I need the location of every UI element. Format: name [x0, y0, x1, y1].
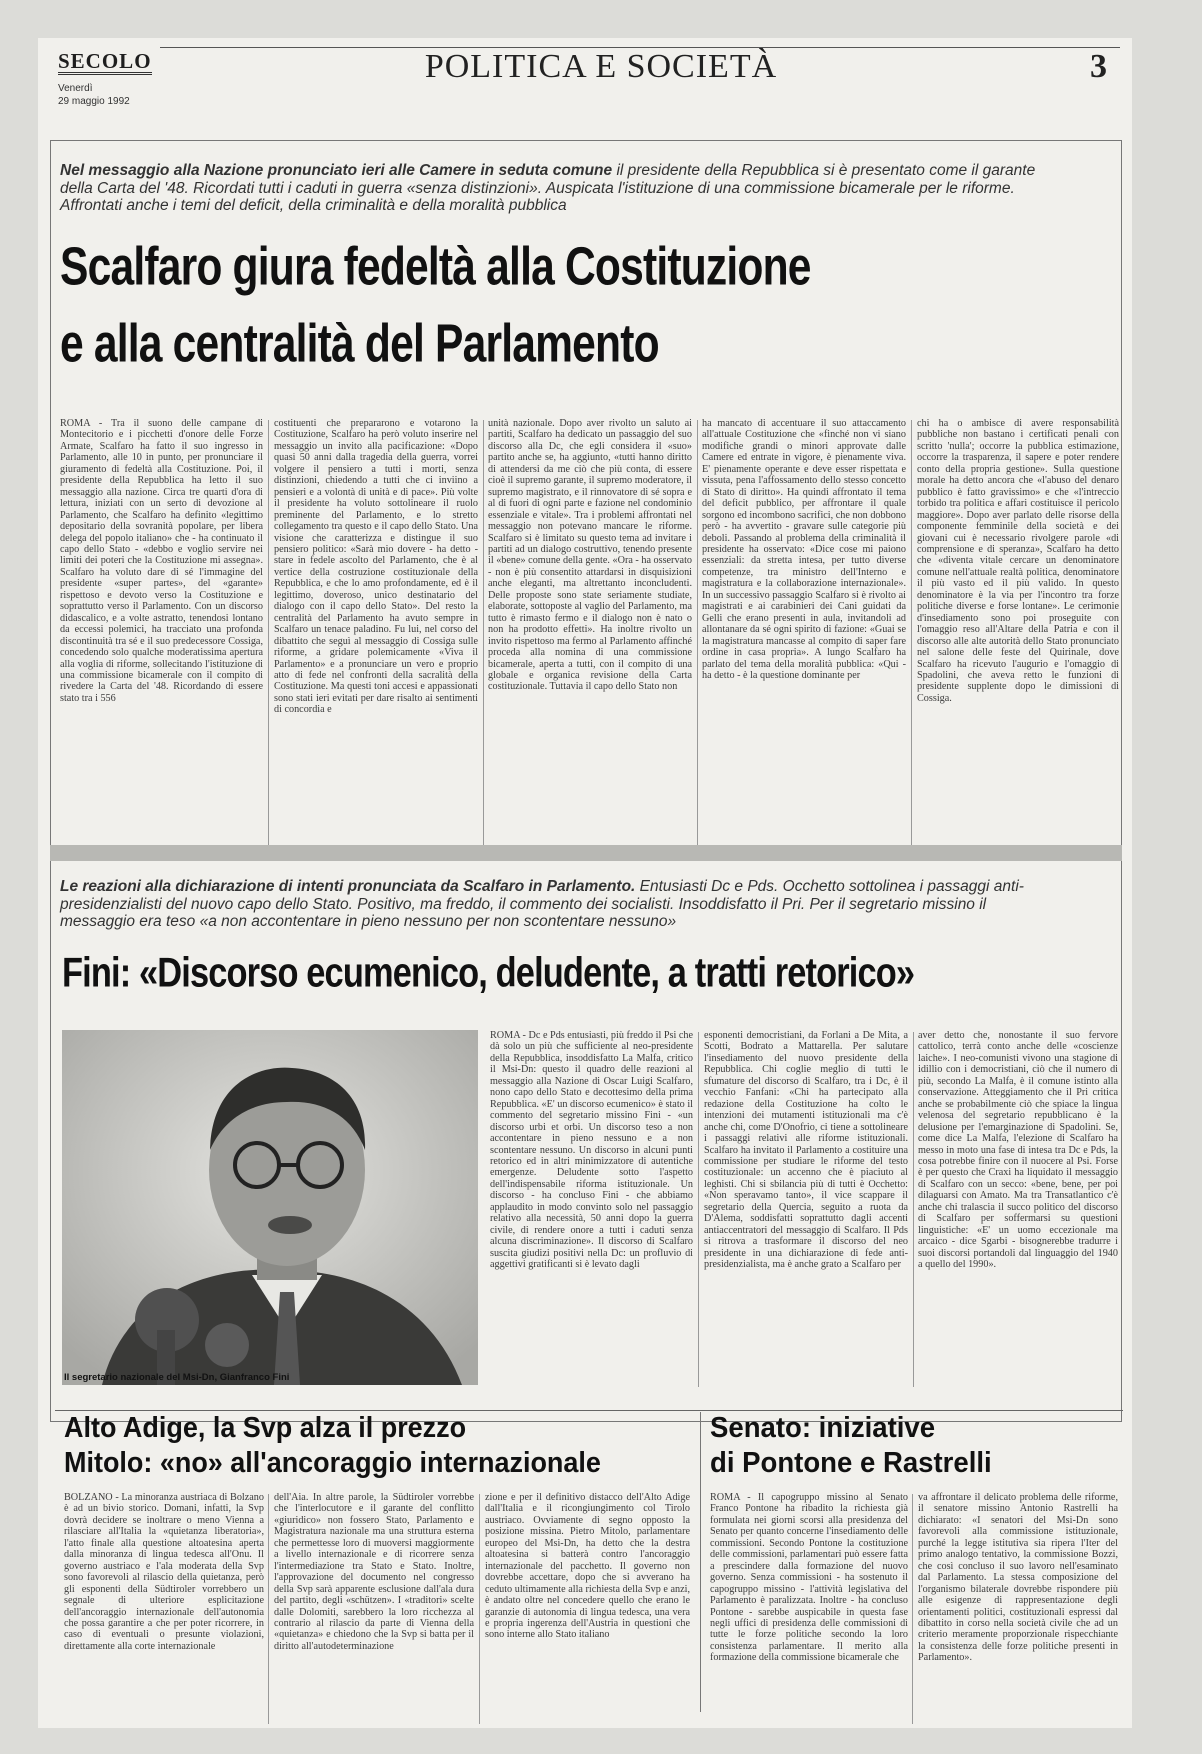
column-divider — [911, 420, 912, 860]
article1-lead — [60, 162, 1065, 215]
article3-column-2: dell'Aia. In altre parole, la Südtiroler vorrebbe che l'interlocutore e il garante del conflitto «giuridico» non fossero Stato, Parlamento e Magistratura nazionale ma una struttura esterna che permettesse loro di muoversi maggiormente a livello internazionale e di ricorrere senza l'intermediazione tra Stato e Stato. Inoltre, l'approvazione del documento nel congresso della Svp sarà apparente esclusione dall'ala dura del partito, degli «schützen». I «traditori» scelte dalle Dolomiti, sarebbero la loro ricchezza al contrario al rilascio da parte di Vienna della «quietanza» e chiedono che la Svp si batta per il diritto all'autodeterminazione — [274, 1492, 474, 1652]
portrait-illustration — [62, 1030, 478, 1385]
article2-headline: Fini: «Discorso ecumenico, deludente, a tratti retorico» — [62, 949, 915, 997]
article1-column-2: costituenti che prepararono e votarono la Costituzione, Scalfaro ha però voluto inserire nel messaggio un invito alla pacificazione: «Dopo quasi 50 anni dalla tragedia della guerra, vorrei volgere il pensiero a tutti i morti, senza distinzioni, chiedendo a tutti che ci inviino a pensieri e a volontà di unità e di pace». Più volte il presidente ha voluto sottolineare il ruolo preminente del Parlamento, e lo stretto collegamento tra questo e il capo dello Stato. Una visione che caratterizza e distingue il suo pensiero politico: «Sarà mio dovere - ha detto - stare in fedele ascolto del Parlamento, che è al vertice della costruzione costituzionale della Repubblica, e che lo amo profondamente, ed è il legittimo, doveroso, unico destinatario del dialogo con il capo dello Stato». Del resto la centralità del Parlamento ha avuto sempre in Scalfaro un tenace paladino. Fu lui, nel corso del dibattito che seguì al messaggio di Cossiga sulle riforme, a gridare polemicamente «Viva il Parlamento» e a pronunciare un vero e proprio atto di fede nel confronti della sacralità della Costituzione. Ma questi toni accesi e appassionati sono stati ieri evitati per dare risalto ai sentimenti di concordia e — [274, 418, 478, 716]
column-divider — [479, 1494, 480, 1724]
article1-lead-text: il presidente della Repubblica si è presentato come il garante della Carta del '48. Ricordati tutti i caduti in guerra «senza distinzioni». Auspicata l'istituzione di una commissione bicamerale per le riforme. Affrontati anche i temi del deficit, della criminalità e della moralità pubblica — [60, 162, 1036, 214]
article-divider — [700, 1412, 701, 1712]
column-divider — [697, 420, 698, 860]
section-separator-band — [50, 845, 1122, 861]
fini-portrait-photo — [62, 1030, 478, 1385]
article1-lead-bold: Nel messaggio alla Nazione pronunciato ieri alle Camere in seduta comune — [60, 162, 613, 179]
article4-headline-line2: di Pontone e Rastrelli — [710, 1447, 992, 1479]
article1-headline-line2: e alla centralità del Parlamento — [60, 313, 659, 374]
issue-day: Venerdì — [58, 83, 93, 94]
article1-headline-line1: Scalfaro giura fedeltà alla Costituzione — [60, 236, 811, 297]
article3-column-1: BOLZANO - La minoranza austriaca di Bolzano è ad un bivio storico. Domani, infatti, la Svp dovrà decidere se inoltrare o meno Vienna a rilasciare all'Italia la «quietanza liberatoria», l'atto finale alla questione altoatesina aperta dalla minoranza di lingua tedesca all'Onu. Il governo austriaco e l'ala moderata della Svp sono favorevoli al rilascio della quietanza, però gli esponenti della Südtiroler vorrebbero un segnale di ulteriore esplicitazione dell'ancoraggio internazionale dell'autonomia che possa garantire a che per poter ricorrere, in caso di eventuali o presunte violazioni, direttamente alla corte internazionale — [64, 1492, 264, 1652]
article1-column-3: unità nazionale. Dopo aver rivolto un saluto ai partiti, Scalfaro ha dedicato un passaggio del suo discorso alla Dc, che egli considera il «suo» partito anche se, ha aggiunto, «tutti hanno diritto di attendersi da me ciò che più conta, di essere cioè il supremo garante, il supremo moderatore, il supremo magistrato, e il rinnovatore di sé sopra e al di fuori di ogni parte e fazione nel condominio essenziale e vitale». Tra i problemi affrontati nel messaggio non potevano mancare le riforme. Scalfaro si è limitato su questo tema ad invitare i partiti ad un dialogo costruttivo, tenendo presente il «bene» comune della gente. «Ora - ha osservato - non è più consentito attardarsi in disquisizioni anche eleganti, ma altrettanto inconcludenti. Delle proposte sono state seriamente studiate, elaborate, sottoposte al vaglio del Parlamento, ma tutto è rimasto fermo e il dialogo non è nato o non ha prodotto effetti». Ha inoltre rivolto un invito rispettoso ma fermo al Parlamento affinché proceda alla nomina di una commissione bicamerale, aperta a tutti, con il compito di una globale e organica revisione della Carta costituzionale. Tuttavia il capo dello Stato non — [488, 418, 692, 693]
article2-lead — [60, 878, 1065, 931]
article1-column-5: chi ha o ambisce di avere responsabilità pubbliche non bastano i certificati penali con scritto 'nulla'; occorre la pubblica estimazione, occorre la trasparenza, il sapere e poter rendere conto della propria gestione». Sulla questione morale ha detto ancora che «l'abuso del denaro pubblico è fatto gravissimo» e che «l'intreccio torbido tra politica e affari costituisce il pericolo maggiore». Dopo aver parlato delle risorse della componente femminile della società e dei giovani cui è necessario rivolgere parole «di comprensione e di speranza», Scalfaro ha detto che «diventa vitale cercare un denominatore comune nell'attuale realtà politica, denominatore il più vasto ed il più valido. In questo denominatore è la via per l'incontro tra forze politiche diverse e forse lontane». Le cerimonie d'insediamento sono poi proseguite con l'omaggio reso all'Altare della Patria e con il discorso alle alte autorità dello Stato pronunciato nel salone delle feste del Quirinale, dove Scalfaro ha ricevuto l'augurio e l'omaggio di Spadolini, che aveva retto le funzioni di presidente supplente dopo le dimissioni di Cossiga. — [917, 418, 1119, 704]
column-divider — [268, 1494, 269, 1724]
article4-headline-line1: Senato: iniziative — [710, 1412, 936, 1444]
column-divider — [913, 1032, 914, 1387]
page-number: 3 — [1090, 48, 1107, 85]
lower-section-rule — [55, 1410, 1123, 1411]
article3-headline-line1: Alto Adige, la Svp alza il prezzo — [64, 1412, 467, 1444]
section-title: POLITICA E SOCIETÀ — [424, 48, 778, 85]
article2-column-3: aver detto che, nonostante il suo fervore cattolico, terrà conto anche delle «coscienze laiche». I neo-comunisti vivono una stagione di idillio con i democristiani, ciò che il numero di più, secondo La Malfa, è il comune istinto alla conservazione. Atteggiamento che il Pri critica anche se probabilmente ciò che spiace la lingua velenosa del segretario repubblicano è la delusione per l'emarginazione di Spadolini. Se, come dice La Malfa, l'elezione di Scalfaro ha messo in moto una fase di intesa tra Dc e Pds, la cosa potrebbe finire con il nuocere al Psi. Forse è per questo che Craxi ha liquidato il messaggio di Scalfaro con un secco: «bene, bene, per poi dilaguarsi con Amato. Ma tra Transatlantico c'è anche chi tralascia il succo politico del discorso di Scalfaro per soffermarsi su questioni linguistiche: «E' un uomo eccezionale ma arcaico - dice Sgarbi - bisognerebbe tradurre i suoi discorsi portandoli dal linguaggio del 1940 a quello del 1990». — [918, 1030, 1118, 1271]
article4-column-1: ROMA - Il capogruppo missino al Senato Franco Pontone ha ribadito la richiesta già formulata nei giorni scorsi alla presidenza del Senato per quanto concerne l'insediamento delle commissioni. Secondo Pontone la costituzione delle commissioni, parlamentari può essere fatta a prescindere dalla formazione del nuovo governo. Senza commissioni - ha sostenuto il capogruppo missino - l'attività legislativa del Parlamento è paralizzata. Inoltre - ha concluso Pontone - sarebbe auspicabile in questa fase negli uffici di presidenza delle commissioni di tutte le forze politiche secondo la loro consistenza parlamentare. Il merito alla formazione della commissione bicamerale che — [710, 1492, 908, 1664]
column-divider — [912, 1494, 913, 1724]
article4-column-2: va affrontare il delicato problema delle riforme, il senatore missino Antonio Rastrelli ha dichiarato: «I senatori del Msi-Dn sono favorevoli alla commissione istituzionale, purché la legge istitutiva sia ripera l'Iter del primo analogo tentativo, la commissione Bozzi, che così concluso il suo lavoro nell'esaminato dal Parlamento. La stessa composizione del l'organismo bilaterale dovrebbe rispondere più alle esigenze di rappresentazione degli orientamenti politici, costituzionali espressi dal dibattito in corso nella società civile che ad un criterio meramente proporzionale rispecchiante la consistenza delle forze politiche presenti in Parlamento». — [918, 1492, 1118, 1664]
article1-column-1: ROMA - Tra il suono delle campane di Montecitorio e i picchetti d'onore delle Forze Armate, Scalfaro ha fatto il suo ingresso in Parlamento, alle 10 in punto, per pronunciare il giuramento di fedeltà alla Costituzione. Poi, il presidente della Repubblica ha letto il suo messaggio alla nazione. Circa tre quarti d'ora di lettura, iniziati con un serto di devozione al Parlamento, che Scalfaro ha definito «legittimo depositario della sovranità popolare, per libera delega del popolo italiano» che - ha continuato il capo dello Stato - «debbo e voglio servire nei limiti dei poteri che la Costituzione mi assegna». Scalfaro ha voluto dare di sé l'immagine del presidente «super partes», del «garante» rispettoso e devoto verso la Costituzione e soprattutto verso il Parlamento. Con un discorso didascalico, e a volte astratto, tenendosi lontano da eccessi polemici, ha tracciato una profonda discontinuità tra sé e il suo predecessore Cossiga, concedendo solo qualche moderatissima apertura alla voglia di riforme, sollecitando l'istituzione di una commissione bicamerale con il compito di rivedere la Carta del '48. Ricordando di essere stato tra i 556 — [60, 418, 263, 704]
issue-full-date: 29 maggio 1992 — [58, 96, 130, 107]
column-divider — [698, 1032, 699, 1387]
article3-column-3: zione e per il definitivo distacco dell'Alto Adige dall'Italia e il ricongiungimento col Tirolo austriaco. Ovviamente di segno opposto la posizione missina. Pietro Mitolo, parlamentare europeo del Msi-Dn, ha detto che la destra altoatesina si batterà contro l'ancoraggio internazionale del pacchetto. Il governo non dovrebbe accettare, dopo che si avverano ha ceduto ultimamente alla richiesta della Svp e anzi, è andato oltre nel concedere quello che erano le garanzie di autonomia di lingua tedesca, una vera e propria ingerenza dell'Austria in questioni che sono interne allo Stato italiano — [485, 1492, 690, 1641]
article2-lead-bold: Le reazioni alla dichiarazione di intenti pronunciata da Scalfaro in Parlamento. — [60, 878, 636, 895]
column-divider — [268, 420, 269, 860]
article2-lead-text: Entusiasti Dc e Pds. Occhetto sottolinea i passaggi anti-presidenzialisti del nuovo capo dello Stato. Positivo, ma freddo, il commento dei socialisti. Insoddisfatto il Pri. Per il segretario missino il messaggio era teso «a non accontentare in pieno nessuno per non scontentare nessuno» — [60, 878, 1024, 930]
article3-headline-line2: Mitolo: «no» all'ancoraggio internazionale — [64, 1447, 601, 1479]
article2-column-1: ROMA - Dc e Pds entusiasti, più freddo il Psi che dà solo un più che sufficiente al neo-presidente della Repubblica, insoddisfatto La Malfa, critico il Msi-Dn: questo il quadro delle reazioni al messaggio alla Nazione di Oscar Luigi Scalfaro, nono capo dello Stato e decottesimo della prima Repubblica. «E' un discorso ecumenico» è stato il commento del segretario missino Fini - «un discorso urbi et orbi. Un discorso teso a non accontentare in pieno nessuno e a non scontentare nessuno. Un discorso in alcuni punti retorico ed in altri minimizzatore di autentiche emergenze. Deludente sotto l'aspetto dell'indispensabile riforma istituzionale. Un discorso - ha concluso Fini - che abbiamo applaudito in modo convinto solo nel passaggio relativo alla necessità, 50 anni dopo la guerra civile, di rendere onore a tutti i caduti senza alcuna discriminazione». Il discorso di Scalfaro suscita giudizi positivi nella Dc: un profluvio di aggettivi gratificanti si è levato dagli — [490, 1030, 693, 1271]
column-divider — [483, 420, 484, 860]
photo-caption: Il segretario nazionale del Msi-Dn, Gianfranco Fini — [64, 1372, 290, 1383]
newspaper-logo: SECOLO — [58, 49, 152, 73]
article2-column-2: esponenti democristiani, da Forlani a De Mita, a Scotti, Bodrato a Mattarella. Per salutare l'insediamento del nuovo presidente della Repubblica. Chi coglie meglio di tutti le sfumature del discorso di Scalfaro, tra i Dc, è il vecchio Fanfani: «Chi ha partecipato alla redazione della Costituzione ha colto le intenzioni dei mutamenti istituzionali ma c'è anche chi, come D'Onofrio, ci tiene a sottolineare i passaggi relativi alle riforme istituzionali. Scalfaro ha invitato il Parlamento a costituire una commissione per studiare le riforme del testo costituzionale: un accenno che è piaciuto al leghisti. Chi si sbilancia più di tutti è Occhetto: «Non speravamo tanto», il vice scappare il segretario della Quercia, seguito a ruota da D'Alema, soddisfatti soprattutto dagli accenti antiaccentratori del messaggio di Scalfaro. Il Pds si ritrova a trasformare il discorso del neo presidente in una dichiarazione di fede anti-presidenzialista, ma è anche grato a Scalfaro per — [704, 1030, 908, 1271]
masthead-rule — [160, 47, 1120, 48]
article1-column-4: ha mancato di accentuare il suo attaccamento all'attuale Costituzione che «finché non vi siano modifiche grandi o minori approvate dalle Camere ed entrate in vigore, è pienamente viva. E' pienamente operante e deve esser rispettata e vissuta, pena l'affossamento dello stesso concetto di Stato di diritto». Ha quindi affrontato il tema del deficit pubblico, per affrontare il quale sorgono ed incombono sacrifici, che non dobbono però - ha avvertito - gravare sulle categorie più deboli. Passando al problema della criminalità il presidente ha osservato: «Dice cose mi paiono essenziali: da stretta intesa, per tutto diverse competenze, tra ministro dell'Interno e magistratura e la collaborazione internazionale». In un successivo passaggio Scalfaro si è rivolto ai magistrati e ai carabinieri dei Cani guidati da Gelli che erano presenti in aula, invitandoli ad allontanare da sé ogni spirito di fazione: «Guai se la magistratura mancasse al compito di saper fare ordine in casa propria». A lungo Scalfaro ha parlato del tema della moralità pubblica: «Qui - ha detto - è la questione dominante per — [702, 418, 906, 681]
